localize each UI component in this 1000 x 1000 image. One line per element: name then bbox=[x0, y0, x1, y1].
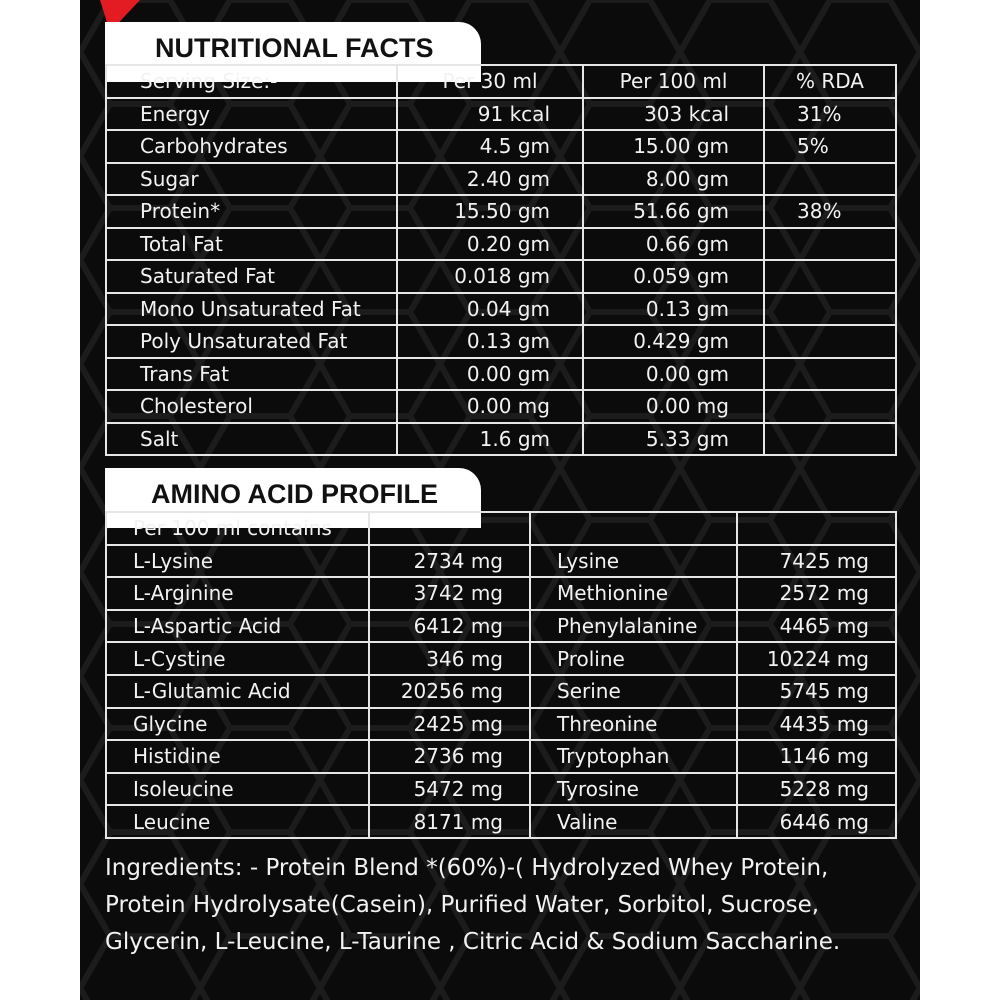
amino-acid-name: Histidine bbox=[106, 740, 369, 773]
amino-acid-value: 5472 mg bbox=[369, 773, 530, 806]
nutrient-name: Carbohydrates bbox=[106, 130, 397, 163]
table-row bbox=[106, 423, 896, 456]
rda-value bbox=[764, 358, 896, 391]
amino-acid-name: Glycine bbox=[106, 708, 369, 741]
nutrient-name: Salt bbox=[106, 423, 397, 456]
amino-acid-value: 4465 mg bbox=[737, 610, 896, 643]
amino-acid-value: 346 mg bbox=[369, 642, 530, 675]
per-100ml-value: 0.429 gm bbox=[583, 325, 764, 358]
per-30ml-value: 0.00 mg bbox=[397, 390, 583, 423]
nutrient-name: Total Fat bbox=[106, 228, 397, 261]
amino-acid-name: Isoleucine bbox=[106, 773, 369, 806]
table-row bbox=[106, 228, 896, 261]
nutrient-name: Protein* bbox=[106, 195, 397, 228]
amino-acid-name: Valine bbox=[530, 805, 737, 838]
table-row bbox=[106, 610, 896, 643]
per-30ml-value: 91 kcal bbox=[397, 98, 583, 131]
rda-header: % RDA bbox=[764, 65, 896, 98]
table-row bbox=[106, 708, 896, 741]
table-row bbox=[106, 390, 896, 423]
rda-value bbox=[764, 293, 896, 326]
table-row bbox=[106, 642, 896, 675]
per-30ml-value: 0.018 gm bbox=[397, 260, 583, 293]
per-30ml-value: 2.40 gm bbox=[397, 163, 583, 196]
amino-acid-name: Phenylalanine bbox=[530, 610, 737, 643]
amino-acid-name: Tyrosine bbox=[530, 773, 737, 806]
amino-acid-value: 2425 mg bbox=[369, 708, 530, 741]
amino-acid-name: L-Glutamic Acid bbox=[106, 675, 369, 708]
amino-acid-value: 8171 mg bbox=[369, 805, 530, 838]
amino-acid-name: Proline bbox=[530, 642, 737, 675]
rda-value bbox=[764, 260, 896, 293]
amino-acid-value: 2572 mg bbox=[737, 577, 896, 610]
per-100ml-header: Per 100 ml bbox=[583, 65, 764, 98]
nutrition-table bbox=[105, 64, 897, 456]
amino-acid-name: L-Cystine bbox=[106, 642, 369, 675]
nutrient-name: Cholesterol bbox=[106, 390, 397, 423]
per-30ml-value: 0.04 gm bbox=[397, 293, 583, 326]
empty-cell bbox=[530, 512, 737, 545]
per-30ml-header: Per 30 ml bbox=[397, 65, 583, 98]
per-30ml-value: 0.00 gm bbox=[397, 358, 583, 391]
per-30ml-value: 0.13 gm bbox=[397, 325, 583, 358]
per-100ml-value: 0.00 mg bbox=[583, 390, 764, 423]
amino-acid-value: 6446 mg bbox=[737, 805, 896, 838]
amino-acid-value: 1146 mg bbox=[737, 740, 896, 773]
table-row bbox=[106, 325, 896, 358]
nutrient-name: Poly Unsaturated Fat bbox=[106, 325, 397, 358]
nutrient-name: Mono Unsaturated Fat bbox=[106, 293, 397, 326]
per-30ml-value: 0.20 gm bbox=[397, 228, 583, 261]
table-row bbox=[106, 293, 896, 326]
amino-acid-name: Methionine bbox=[530, 577, 737, 610]
table-row bbox=[106, 805, 896, 838]
rda-value bbox=[764, 325, 896, 358]
nutrition-header-row bbox=[106, 65, 896, 98]
per-100ml-value: 15.00 gm bbox=[583, 130, 764, 163]
table-row bbox=[106, 740, 896, 773]
amino-acid-value: 20256 mg bbox=[369, 675, 530, 708]
amino-acid-name: L-Lysine bbox=[106, 545, 369, 578]
table-row bbox=[106, 195, 896, 228]
nutrient-name: Sugar bbox=[106, 163, 397, 196]
amino-acid-value: 3742 mg bbox=[369, 577, 530, 610]
per-30ml-value: 4.5 gm bbox=[397, 130, 583, 163]
amino-acid-value: 2734 mg bbox=[369, 545, 530, 578]
amino-acid-name: L-Aspartic Acid bbox=[106, 610, 369, 643]
table-row bbox=[106, 577, 896, 610]
table-row bbox=[106, 675, 896, 708]
amino-header-row bbox=[106, 512, 896, 545]
amino-acid-value: 6412 mg bbox=[369, 610, 530, 643]
amino-acid-profile-heading: AMINO ACID PROFILE bbox=[105, 468, 481, 528]
amino-acid-value: 2736 mg bbox=[369, 740, 530, 773]
per-100ml-value: 8.00 gm bbox=[583, 163, 764, 196]
amino-acid-name: Leucine bbox=[106, 805, 369, 838]
empty-cell bbox=[737, 512, 896, 545]
nutrient-name: Trans Fat bbox=[106, 358, 397, 391]
per-100ml-value: 0.059 gm bbox=[583, 260, 764, 293]
table-row bbox=[106, 260, 896, 293]
serving-size-label: Serving Size:- bbox=[106, 65, 397, 98]
per-30ml-value: 1.6 gm bbox=[397, 423, 583, 456]
amino-acid-name: Lysine bbox=[530, 545, 737, 578]
per-100ml-value: 0.13 gm bbox=[583, 293, 764, 326]
amino-acid-value: 10224 mg bbox=[737, 642, 896, 675]
amino-acid-value: 7425 mg bbox=[737, 545, 896, 578]
amino-acid-value: 4435 mg bbox=[737, 708, 896, 741]
nutrient-name: Energy bbox=[106, 98, 397, 131]
per-100ml-value: 303 kcal bbox=[583, 98, 764, 131]
amino-acid-name: Threonine bbox=[530, 708, 737, 741]
table-row bbox=[106, 358, 896, 391]
amino-acid-name: L-Arginine bbox=[106, 577, 369, 610]
nutritional-facts-heading: NUTRITIONAL FACTS bbox=[105, 22, 481, 82]
table-row bbox=[106, 130, 896, 163]
empty-cell bbox=[369, 512, 530, 545]
per-100ml-contains-label: Per 100 ml contains bbox=[106, 512, 369, 545]
per-100ml-value: 51.66 gm bbox=[583, 195, 764, 228]
table-row bbox=[106, 773, 896, 806]
per-30ml-value: 15.50 gm bbox=[397, 195, 583, 228]
rda-value: 5% bbox=[764, 130, 896, 163]
amino-acid-value: 5745 mg bbox=[737, 675, 896, 708]
amino-acid-table bbox=[105, 511, 897, 839]
rda-value: 31% bbox=[764, 98, 896, 131]
table-row bbox=[106, 98, 896, 131]
amino-acid-name: Tryptophan bbox=[530, 740, 737, 773]
rda-value bbox=[764, 423, 896, 456]
nutrient-name: Saturated Fat bbox=[106, 260, 397, 293]
ingredients-text: Ingredients: - Protein Blend *(60%)-( Hydrolyzed Whey Protein, Protein Hydrolysate(Casein), Purified Water, Sorbitol, Sucrose, Glycerin, L-Leucine, L-Taurine , Citric Acid & Sodium Saccharine. bbox=[105, 855, 841, 955]
amino-acid-value: 5228 mg bbox=[737, 773, 896, 806]
per-100ml-value: 5.33 gm bbox=[583, 423, 764, 456]
per-100ml-value: 0.66 gm bbox=[583, 228, 764, 261]
per-100ml-value: 0.00 gm bbox=[583, 358, 764, 391]
table-row bbox=[106, 545, 896, 578]
rda-value: 38% bbox=[764, 195, 896, 228]
amino-acid-name: Serine bbox=[530, 675, 737, 708]
rda-value bbox=[764, 228, 896, 261]
rda-value bbox=[764, 390, 896, 423]
rda-value bbox=[764, 163, 896, 196]
table-row bbox=[106, 163, 896, 196]
